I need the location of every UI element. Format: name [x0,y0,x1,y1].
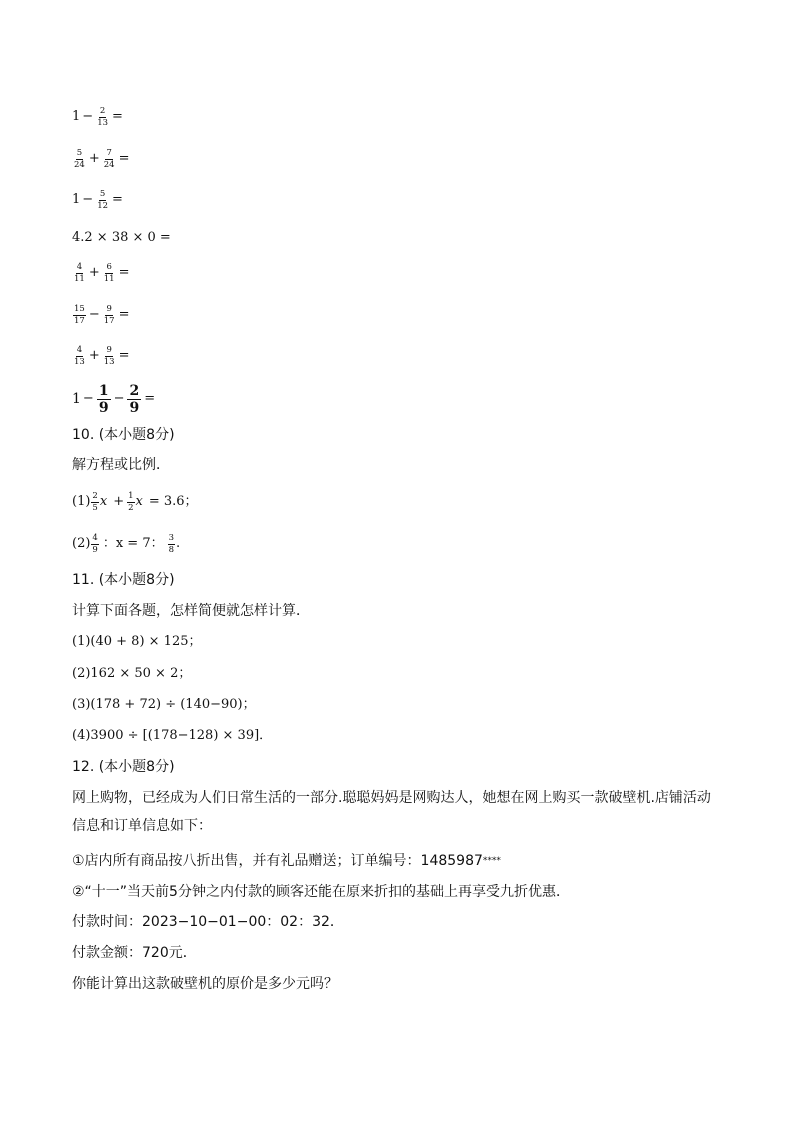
operator: + [88,151,100,166]
denominator: 5 [92,502,98,513]
question-12-question: 你能计算出这款破壁机的原价是多少元吗？ [72,976,338,992]
question-10-heading: 10. (本小题8分) [72,427,175,443]
whole-number: 1 [72,192,81,207]
numerator: 5 [99,189,106,199]
numerator: 6 [106,262,112,272]
fraction [91,534,98,554]
question-11-item-4: (4)3900 ÷ [(178−128) × 39]． [72,728,273,743]
denominator: 12 [97,200,109,211]
question-11-item-3: (3)(178 + 72) ÷ (140−90)； [72,697,256,712]
equals-sign: = [112,192,123,207]
question-11-heading: 11. (本小题8分) [72,572,175,588]
denominator: 13 [74,356,85,367]
equation-rest: = 3.6； [148,494,198,509]
numerator: 9 [106,304,112,314]
calc-expression-5 [72,263,131,283]
question-12-info-2: ②“十一”当天前5分钟之内付款的顾客还能在原来折扣的基础上再享受九折优惠． [72,884,570,900]
expression-text: 4.2 × 38 × 0 = [72,230,171,245]
equals-sign: = [118,307,130,322]
denominator: 9 [92,544,98,555]
operator: − [82,391,94,406]
fraction [96,190,109,210]
numerator: 1 [98,382,109,399]
operator: + [88,348,100,363]
calc-expression-2 [72,149,131,169]
question-10-part-1 [72,492,198,512]
fraction [103,149,116,169]
part-label: (1) [72,494,91,509]
operator: − [113,391,125,406]
denominator: 13 [103,356,115,367]
fraction [73,263,86,283]
calc-expression-8 [72,383,157,415]
denominator: 9 [129,399,140,416]
fraction [103,305,116,325]
equals-sign: = [118,265,130,280]
question-11-item-2: (2)162 × 50 × 2； [72,666,192,681]
numerator: 2 [99,106,106,116]
operator: − [82,109,94,124]
operator: + [113,494,125,509]
fraction [127,492,134,512]
denominator: 8 [168,544,175,555]
question-10-instruction: 解方程或比例． [72,457,170,473]
denominator: 17 [74,315,85,326]
calc-expression-4 [72,228,171,248]
fraction [73,305,86,325]
question-11-item-1: (1)(40 + 8) × 125； [72,634,202,649]
numerator: 1 [128,491,134,501]
fraction [103,263,116,283]
denominator: 17 [103,315,115,326]
numerator: 3 [168,533,175,543]
calc-expression-1 [72,107,125,127]
variable-x: x [135,494,143,509]
denominator: 24 [74,159,85,170]
fraction [127,384,141,415]
fraction [168,534,175,554]
whole-number: 1 [72,391,81,407]
denominator: 13 [97,117,109,128]
calc-expression-3 [72,190,125,210]
question-12-intro: 网上购物，已经成为人们日常生活的一部分.聪聪妈妈是网购达人，她想在网上购买一款破壁机.店铺活动信息和订单信息如下： [72,790,711,834]
numerator: 2 [129,382,140,399]
question-10-part-2 [72,534,180,554]
fraction [103,346,116,366]
variable-x: x [99,494,108,509]
fraction [73,346,86,366]
operator: − [88,307,100,322]
part-label: (2) [72,536,91,551]
numerator: 4 [92,533,98,543]
proportion-middle: ：x = 7： [102,536,164,551]
whole-number: 1 [72,109,81,124]
denominator: 11 [74,273,85,284]
equals-sign: = [118,348,130,363]
fraction [73,149,86,169]
numerator: 7 [106,148,112,158]
numerator: 5 [76,148,83,158]
equals-sign: = [144,391,156,406]
operator: − [82,192,94,207]
question-12-pay-time: 付款时间：2023−10−01−00：02：32． [72,914,344,930]
question-12-info-1 [72,851,501,871]
question-12-pay-amount: 付款金额：720元． [72,945,197,961]
calc-expression-7 [72,346,131,366]
equals-sign: = [118,151,130,166]
fraction [97,384,111,415]
info-1-text: ①店内所有商品按八折出售，并有礼品赠送；订单编号：1485987 [72,853,483,869]
order-number-mask: **** [482,856,501,866]
period: . [176,536,181,551]
equals-sign: = [112,109,123,124]
numerator: 2 [92,491,98,501]
numerator: 15 [74,304,85,314]
fraction [91,492,98,512]
operator: + [88,265,100,280]
denominator: 9 [98,399,109,416]
numerator: 4 [76,262,83,272]
question-12-heading: 12. (本小题8分) [72,759,175,775]
numerator: 4 [76,345,83,355]
numerator: 9 [106,345,112,355]
question-11-instruction: 计算下面各题，怎样简便就怎样计算． [72,603,310,619]
fraction [96,107,109,127]
denominator: 11 [103,273,115,284]
calc-expression-6 [72,305,131,325]
denominator: 24 [103,159,115,170]
denominator: 2 [128,502,134,513]
